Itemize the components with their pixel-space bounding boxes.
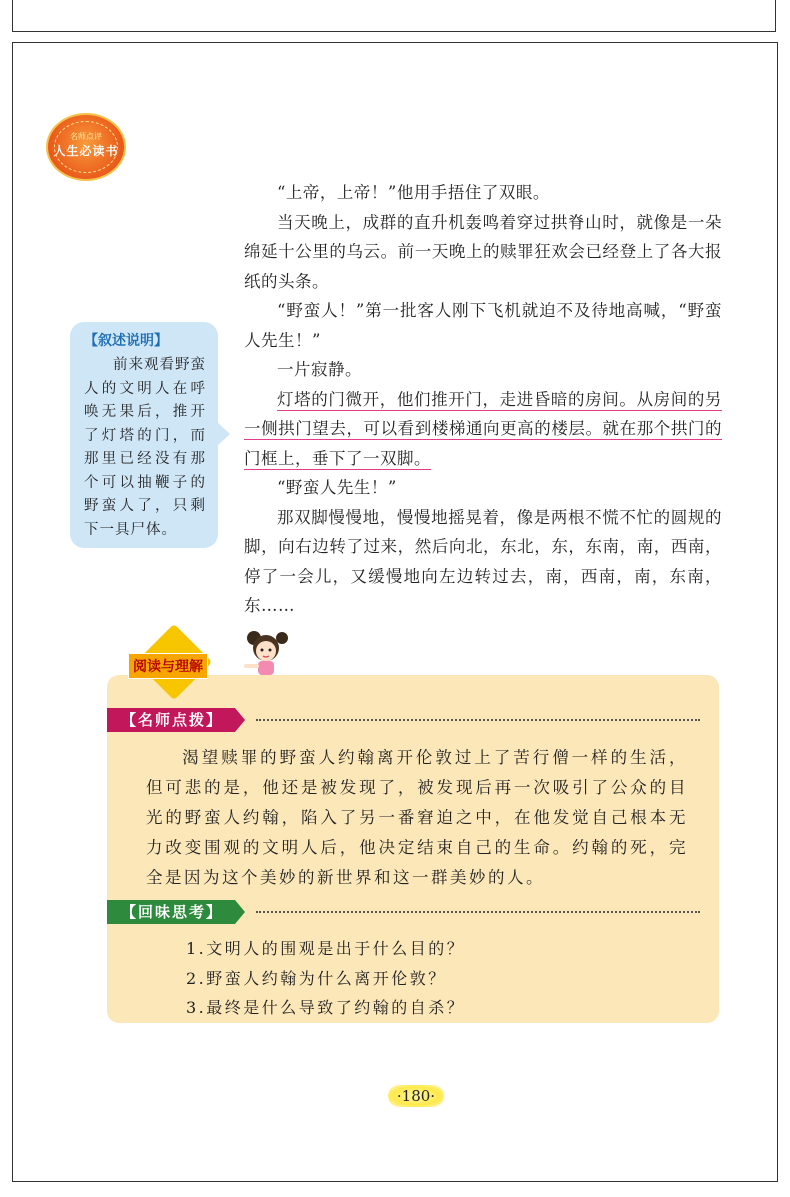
paragraph: 那双脚慢慢地，慢慢地摇晃着，像是两根不慌不忙的圆规的脚，向右边转了过来，然后向北，东北，东，东南，南，西南，停了一会儿，又缓慢地向左边转过去，南，西南，南，东南，东…… — [244, 507, 722, 615]
badge-top-text: 名师点评 — [70, 132, 102, 141]
page-number: ·180· — [388, 1085, 444, 1107]
paragraph: “野蛮人！”第一批客人刚下飞机就迫不及待地高喊，“野蛮人先生！” — [244, 301, 722, 350]
badge-main-text: 人生必读书 — [53, 144, 119, 158]
paragraph: 当天晚上，成群的直升机轰鸣着穿过拱脊山时，就像是一朵绵延十公里的乌云。前一天晚上的赎罪狂欢会已经登上了各大报纸的头条。 — [244, 212, 722, 291]
paragraph: 一片寂静。 — [277, 360, 362, 379]
tips-paragraph: 渴望赎罪的野蛮人约翰离开伦敦过上了苦行僧一样的生活，但可悲的是，他还是被发现了，被发现后再一次吸引了公众的目光的野蛮人约翰，陷入了另一番窘迫之中，在他发觉自己根本无力改变围观的文明人后，他决定结束自己的生命。约翰的死，完全是因为这个美妙的新世界和这一群美妙的人。 — [146, 748, 688, 887]
side-note — [70, 322, 218, 548]
girl-illustration — [236, 628, 288, 676]
think-dotted-line — [256, 911, 700, 913]
question-list — [186, 934, 465, 1023]
reading-tag — [128, 624, 222, 700]
main-text — [244, 178, 722, 621]
series-badge — [46, 113, 126, 181]
paragraph: “上帝，上帝！”他用手捂住了双眼。 — [277, 183, 550, 202]
side-note-title: 【叙述说明】 — [84, 333, 168, 349]
question-item: 1.文明人的围观是出于什么目的？ — [186, 939, 466, 958]
side-note-body: 前来观看野蛮人的文明人在呼唤无果后，推开了灯塔的门，而那里已经没有那个可以抽鞭子的野蛮人了，只剩下一具尸体。 — [84, 357, 206, 538]
tips-dotted-line — [256, 719, 700, 721]
question-item: 2.野蛮人约翰为什么离开伦敦？ — [186, 968, 447, 988]
paragraph: “野蛮人先生！” — [277, 478, 397, 497]
think-heading: 【回味思考】 — [107, 900, 235, 924]
question-item: 3.最终是什么导致了约翰的自杀？ — [186, 998, 466, 1017]
top-frame — [12, 0, 776, 32]
underlined-text: 灯塔的门微开，他们推开门，走进昏暗的房间。从房间的另一侧拱门望去，可以看到楼梯通向更高的楼层。就在那个拱门的门框上，垂下了一双脚。 — [244, 389, 722, 468]
tips-text — [146, 743, 688, 893]
underlined-paragraph — [244, 385, 722, 474]
tips-heading: 【名师点拨】 — [107, 708, 235, 732]
reading-tag-label: 阅读与理解 — [128, 653, 208, 679]
